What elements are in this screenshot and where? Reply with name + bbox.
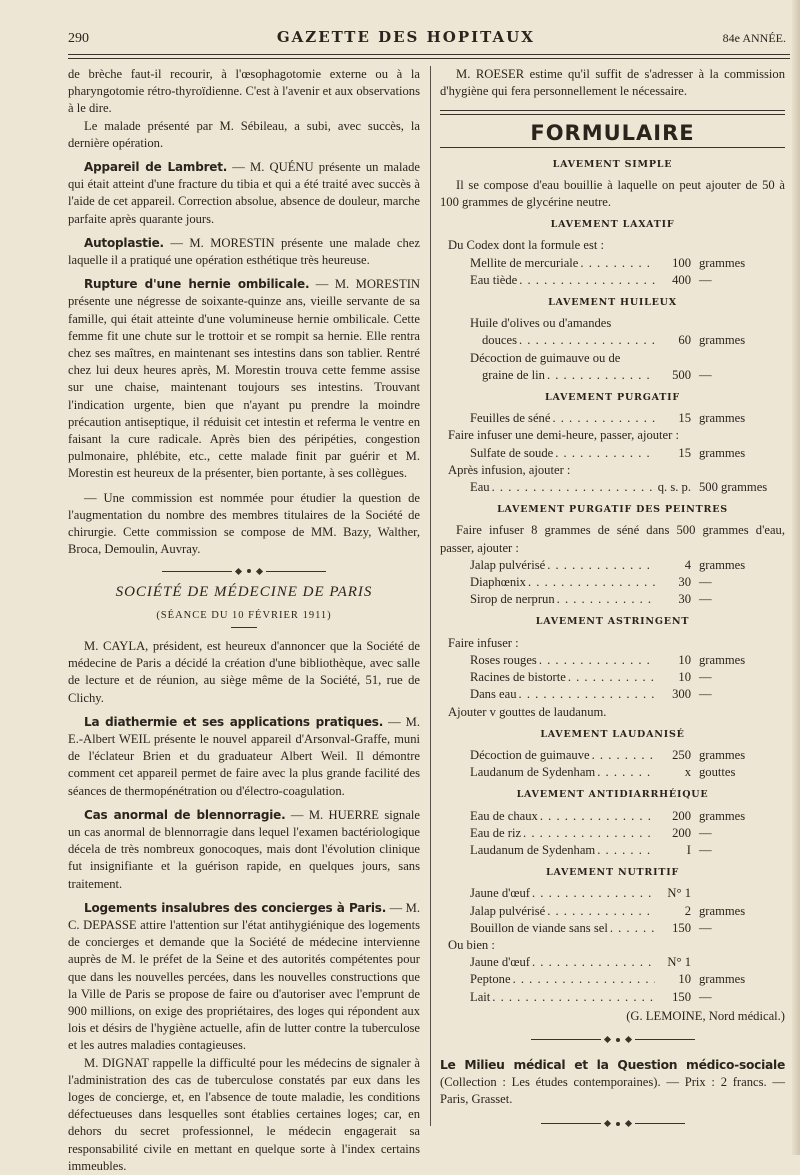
recipe-line: Décoction de guimauve ou de <box>470 350 621 365</box>
ingredient-quantity: 400 <box>672 272 691 287</box>
ingredient-name: Eau tiède <box>470 272 518 287</box>
ingredient-quantity: 2 <box>684 903 691 918</box>
ingredient-name: Jaune d'œuf <box>470 955 530 970</box>
ingredient-list <box>440 557 785 609</box>
section-lambret <box>68 159 420 228</box>
ingredient-list <box>440 410 785 427</box>
ingredient-list <box>440 479 785 496</box>
societe-date: (SÉANCE DU 10 FÉVRIER 1911) <box>156 609 332 621</box>
ingredient-row <box>440 669 785 686</box>
ingredient-quantity: 250 <box>672 747 691 762</box>
section-heading: Rupture d'une hernie ombilicale. <box>84 277 310 292</box>
ingredient-name: Mellite de mercuriale <box>470 255 579 270</box>
journal-year: 84e ANNÉE. <box>722 31 786 45</box>
ingredient-unit: grammes <box>699 747 746 762</box>
ingredient-unit: grammes <box>699 557 746 572</box>
ingredient-unit: — <box>699 842 712 857</box>
ingredient-row <box>440 410 785 427</box>
ingredient-row <box>440 332 785 349</box>
ingredient-quantity: 10 <box>678 972 691 987</box>
ingredient-list <box>440 954 785 1006</box>
formulaire-rule <box>440 147 785 148</box>
ingredient-quantity: 30 <box>678 575 691 590</box>
section-diathermie <box>68 714 420 800</box>
page-number: 290 <box>68 31 89 46</box>
ingredient-unit: — <box>699 920 712 935</box>
ingredient-unit: grammes <box>699 411 746 426</box>
section-text: — M. MORESTIN présente une négresse de soixante-quinze ans, vieille servante de sa famille, qui était atteinte d'une volumineuse hernie ombilicale. Cette femme fit une chute sur le trottoir et se rompit sa hernie. Elle rentra chez ses maîtres, en maintenant ses intestins dans son tablier. Rentré chez lui deux heures après, M. Morestin trouva cette femme assise sur une chaise, maintenant toujours ses intestins. Trouvant l'indication urgente, bien que n'ayant pu prendre la moindre précaution antiseptique, il réduisit cet intestin et referma le ventre en faisant la cure radicale. Après bien des péripéties, congestion pulmonaire, phlébite, etc., cette malade finit par guérir et M. Morestin est heureux de la présenter, bien portante, à ses collègues. <box>68 277 420 481</box>
ingredient-row <box>440 842 785 859</box>
ingredient-name: graine de lin <box>482 367 545 382</box>
ingredient-row <box>440 825 785 842</box>
section-text: — M. E.-Albert WEIL présente le nouvel appareil d'Arsonval-Graffe, muni de l'éclateur Brien et du graduateur Albert Weil. Il démontre comment cet appareil permet de faire avec la plus grande facilité des séances de thermopénétration ou d'électro-coagulation. <box>68 714 420 798</box>
paragraph: Le malade présenté par M. Sébileau, a subi, avec succès, la dernière opération. <box>68 118 420 150</box>
leader-dots <box>519 332 655 349</box>
ingredient-unit: — <box>699 272 712 287</box>
leader-dots <box>539 652 655 669</box>
book-note <box>440 1057 785 1109</box>
paper-edge <box>792 0 800 1155</box>
book-details: (Collection : Les études contemporaines). — Prix : 2 francs. — Paris, Grasset. <box>440 1075 785 1107</box>
ingredient-quantity: 4 <box>684 557 691 572</box>
dignat-paragraph: M. DIGNAT rappelle la difficulté pour les médecins de signaler à l'administration des cas de tuberculose constatés par eux dans les loges de concierge, et, en l'absence de toute maladie, les conditions défectueuses dans lesquelles sont établies certaines loges; car, en dehors du secret professionnel, le médecin engagerait sa responsabilité civile en mettant en quelque sorte à l'index certains immeubles. <box>68 1055 420 1173</box>
section-divider <box>440 1115 785 1133</box>
leader-dots <box>519 686 655 703</box>
leader-dots <box>528 574 655 591</box>
ingredient-quantity: 150 <box>672 989 691 1004</box>
ingredient-quantity: N° 1 <box>667 886 691 901</box>
recipe-intro: Du Codex dont la formule est : <box>448 238 604 253</box>
leader-dots <box>532 954 655 971</box>
leader-dots <box>552 410 655 427</box>
ingredient-quantity: 200 <box>672 808 691 823</box>
recipe-text: Il se compose d'eau bouillie à laquelle on peut ajouter de 50 à 100 grammes de glycérine neutre. <box>440 177 785 210</box>
ingredient-quantity: 15 <box>678 411 691 426</box>
recipe-title: LAVEMENT LAXATIF <box>550 219 675 231</box>
ingredient-row <box>440 255 785 272</box>
ingredient-row <box>440 954 785 971</box>
ingredient-row <box>440 652 785 669</box>
leader-dots <box>557 591 655 608</box>
ingredient-quantity: 500 <box>672 367 691 382</box>
ingredient-quantity: 300 <box>672 687 691 702</box>
header-rule-double <box>68 58 790 59</box>
ingredient-unit: grammes <box>699 972 746 987</box>
ingredient-name: Bouillon de viande sans sel <box>470 920 608 935</box>
leader-dots <box>547 903 655 920</box>
ingredient-row <box>440 591 785 608</box>
section-heading: Appareil de Lambret. <box>84 160 228 175</box>
paragraph: de brèche faut-il recourir, à l'œsophagotomie externe ou à la pharyngotomie rétro-thyroïdienne. C'est à l'avenir et aux observations à le dire. <box>68 67 420 116</box>
section-text: — M. MORESTIN présente une malade chez laquelle il a pratiqué une opération esthétique très heureuse. <box>68 235 420 268</box>
section-divider <box>68 562 420 580</box>
ingredient-quantity: 100 <box>672 255 691 270</box>
recipe-title: LAVEMENT ASTRINGENT <box>535 616 690 628</box>
ingredient-unit: grammes <box>699 808 746 823</box>
ingredient-row <box>440 686 785 703</box>
ingredient-row <box>440 272 785 289</box>
ingredient-quantity: N° 1 <box>667 955 691 970</box>
section-text: — M. QUÉNU présente un malade qui était atteint d'une fracture du tibia et qui a été traité avec succès à l'aide de cet appareil. Correction absolue, absence de douleur, marche parfaite après quarante jours. <box>68 160 420 226</box>
ingredient-quantity: 60 <box>678 333 691 348</box>
ingredient-unit: — <box>699 367 712 382</box>
leader-dots <box>580 255 655 272</box>
ingredient-row <box>440 764 785 781</box>
ingredient-row <box>440 808 785 825</box>
ingredient-quantity: 30 <box>678 592 691 607</box>
ingredient-quantity: q. s. p. <box>657 480 691 495</box>
ingredient-name: Eau de chaux <box>470 808 538 823</box>
formulaire-title: FORMULAIRE <box>530 121 695 146</box>
ingredient-list <box>440 332 785 349</box>
left-column <box>68 66 420 1175</box>
journal-title: GAZETTE DES HOPITAUX <box>276 28 535 46</box>
column-separator <box>430 66 431 1126</box>
recipe-title: LAVEMENT NUTRITIF <box>545 867 680 879</box>
leader-dots <box>597 764 655 781</box>
ingredient-name: Jalap pulvérisé <box>470 903 546 918</box>
ingredient-list <box>440 808 785 860</box>
ingredient-row <box>440 920 785 937</box>
ingredient-quantity: x <box>684 765 691 780</box>
ingredient-row <box>440 445 785 462</box>
leader-dots <box>513 971 655 988</box>
ingredient-list <box>440 747 785 781</box>
recipe-title: LAVEMENT ANTIDIARRHÉIQUE <box>516 789 709 801</box>
section-heading: Logements insalubres des concierges à Paris. <box>84 900 387 915</box>
recipe-line: Après infusion, ajouter : <box>448 462 571 477</box>
rule <box>440 110 785 111</box>
section-divider <box>440 1031 785 1049</box>
ingredient-unit: — <box>699 592 712 607</box>
recipe-line: Huile d'olives ou d'amandes <box>470 316 612 331</box>
ingredient-quantity: I <box>686 842 691 857</box>
recipe-line: Ou bien : <box>448 937 495 952</box>
cayla-paragraph: M. CAYLA, président, est heureux d'annoncer que la Société de médecine de Paris a décidé la création d'une bibliothèque, avec salle de lecture et de réunion, au siège même de la Société, 51, rue de Clichy. <box>68 638 420 705</box>
ingredient-name: Dans eau <box>470 687 517 702</box>
societe-title: SOCIÉTÉ DE MÉDECINE DE PARIS <box>115 584 373 601</box>
ingredient-row <box>440 557 785 574</box>
ingredient-list <box>440 652 785 704</box>
ingredient-name: Décoction de guimauve <box>470 747 590 762</box>
recipe-title: LAVEMENT HUILEUX <box>548 297 677 309</box>
ingredient-name: Diaphœnix <box>470 575 526 590</box>
signature: (G. LEMOINE, Nord médical.) <box>626 1008 785 1023</box>
ingredient-name: Feuilles de séné <box>470 411 551 426</box>
leader-dots <box>568 669 655 686</box>
ingredient-unit: — <box>699 670 712 685</box>
ingredient-row <box>440 574 785 591</box>
leader-dots <box>547 557 655 574</box>
ingredient-name: Laudanum de Sydenham <box>470 765 596 780</box>
ingredient-unit: grammes <box>699 445 746 460</box>
ingredient-quantity: 150 <box>672 920 691 935</box>
recipe-intro: Faire infuser 8 grammes de séné dans 500 grammes d'eau, passer, ajouter : <box>440 523 785 555</box>
ingredient-name: Racines de bistorte <box>470 670 566 685</box>
header-rule <box>68 54 790 55</box>
ingredient-name: Sulfate de soude <box>470 445 554 460</box>
short-divider <box>231 627 257 628</box>
ingredient-unit: — <box>699 687 712 702</box>
ingredient-name: Peptone <box>470 972 511 987</box>
section-logements <box>68 900 420 1055</box>
section-blennorragie <box>68 807 420 893</box>
leader-dots <box>592 747 655 764</box>
ingredient-name: Laudanum de Sydenham <box>470 842 596 857</box>
ingredient-name: Eau de riz <box>470 825 522 840</box>
leader-dots <box>532 885 655 902</box>
recipe-line: Faire infuser une demi-heure, passer, ajouter : <box>448 428 679 443</box>
leader-dots <box>555 445 655 462</box>
leader-dots <box>610 920 655 937</box>
section-heading: La diathermie et ses applications pratiques. <box>84 714 384 729</box>
recipe-title: LAVEMENT LAUDANISÉ <box>540 728 685 740</box>
ingredient-unit: grammes <box>699 652 746 667</box>
ingredient-unit: grammes <box>699 255 746 270</box>
ingredient-list <box>440 445 785 462</box>
ingredient-name: Jalap pulvérisé <box>470 557 546 572</box>
recipe-intro: Faire infuser : <box>448 635 519 650</box>
ingredient-name: douces <box>482 333 517 348</box>
section-heading: Autoplastie. <box>84 235 164 250</box>
ingredient-row <box>440 971 785 988</box>
ingredient-quantity: 10 <box>678 670 691 685</box>
ingredient-name: Eau <box>470 480 490 495</box>
ingredient-name: Jaune d'œuf <box>470 886 530 901</box>
ingredient-quantity: 15 <box>678 445 691 460</box>
right-column <box>440 66 785 1133</box>
section-heading: Cas anormal de blennorragie. <box>84 807 286 822</box>
recipe-line: Ajouter v gouttes de laudanum. <box>448 704 607 719</box>
ingredient-name: Sirop de nerprun <box>470 592 555 607</box>
ingredient-unit: 500 grammes <box>699 480 768 495</box>
ingredient-unit: — <box>699 989 712 1004</box>
ingredient-list <box>440 367 785 384</box>
ingredient-unit: — <box>699 575 712 590</box>
ingredient-name: Lait <box>470 989 491 1004</box>
leader-dots <box>547 367 655 384</box>
section-hernie <box>68 276 420 482</box>
recipe-title: LAVEMENT PURGATIF <box>545 392 680 404</box>
ingredient-quantity: 10 <box>678 652 691 667</box>
page-header <box>68 28 786 50</box>
ingredient-row <box>440 885 785 902</box>
ingredient-row <box>440 989 785 1006</box>
leader-dots <box>519 272 655 289</box>
book-title: Le Milieu médical et la Question médico-sociale <box>440 1057 785 1072</box>
ingredient-quantity: 200 <box>672 825 691 840</box>
leader-dots <box>492 479 655 496</box>
section-text: — M. C. DEPASSE attire l'attention sur l'état antihygiénique des logements de concierges et demande que la Société de médecine intervienne auprès de M. le préfet de la Seine et des autorités compétentes pour que dans les nouvelles percées, dans les nouvelles constructions que la Ville de Paris se propose de faire ou d'autoriser avec l'emprunt de 900 millions, on exige des propriétaires, des loges qui répondent aux lois et désirs de l'hygiène actuelle, afin de lutter contre la tuberculose et les autres maladies contagieuses. <box>68 900 420 1053</box>
leader-dots <box>523 825 655 842</box>
recipe-title: LAVEMENT SIMPLE <box>552 158 673 170</box>
ingredient-list <box>440 255 785 289</box>
commission-paragraph: — Une commission est nommée pour étudier la question de l'augmentation du nombre des membres titulaires de la Société de chirurgie. Cette commission se compose de MM. Bazy, Walther, Broca, Demoulin, Auvray. <box>68 490 420 557</box>
ingredient-row <box>440 903 785 920</box>
ingredient-unit: — <box>699 825 712 840</box>
ingredient-row <box>440 747 785 764</box>
roeser-paragraph: M. ROESER estime qu'il suffit de s'adresser à la commission d'hygiène qui fera personnellement le nécessaire. <box>440 67 785 99</box>
ingredient-unit: grammes <box>699 903 746 918</box>
leader-dots <box>540 808 655 825</box>
leader-dots <box>492 989 655 1006</box>
recipe-title: LAVEMENT PURGATIF DES PEINTRES <box>497 504 728 516</box>
rule <box>440 114 785 115</box>
ingredient-list <box>440 885 785 937</box>
ingredient-unit: grammes <box>699 333 746 348</box>
leader-dots <box>597 842 655 859</box>
ingredient-row <box>440 479 785 496</box>
section-text: — M. HUERRE signale un cas anormal de blennorragie dans lequel l'examen bactériologique décela de très nombreux gonocoques, mais dont l'évolution clinique fut insignifiante et la guérison rapide, en quelques jours, sans traitement. <box>68 807 420 891</box>
ingredient-unit: gouttes <box>699 765 736 780</box>
ingredient-name: Roses rouges <box>470 652 537 667</box>
ingredient-row <box>440 367 785 384</box>
section-autoplastie <box>68 235 420 269</box>
